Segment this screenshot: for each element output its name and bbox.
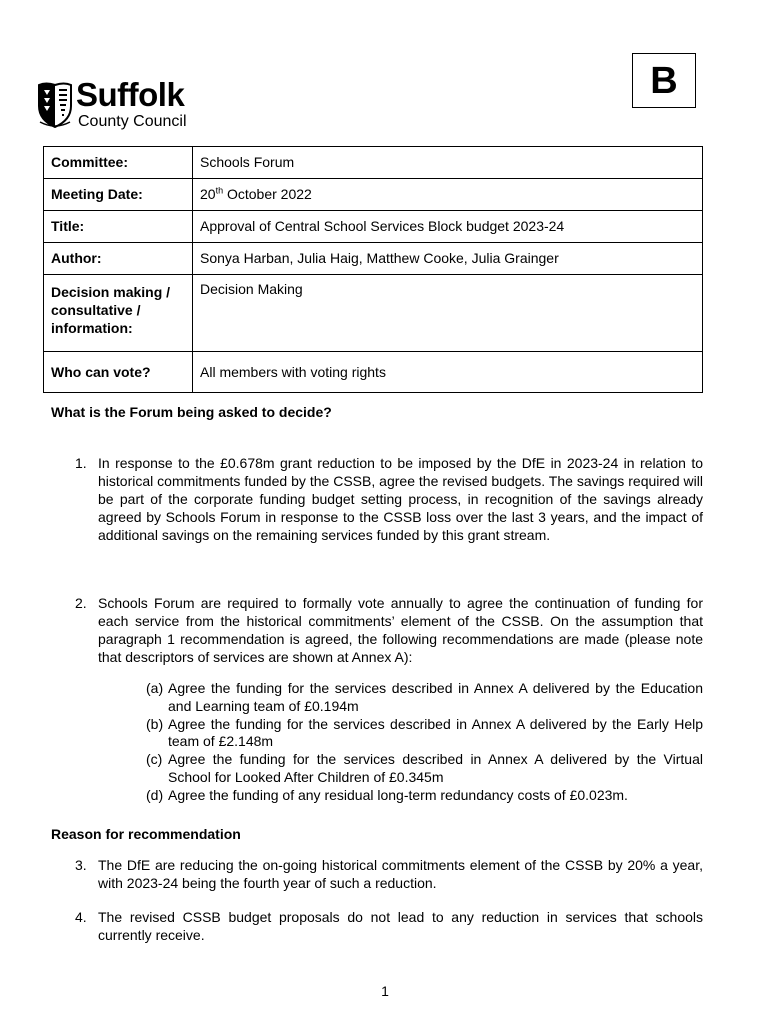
list-item-label: (b) [146,715,164,732]
list-item-text: Agree the funding of any residual long-term redundancy costs of £0.023m. [168,786,628,803]
meeting-details-table [43,146,703,393]
suffolk-crest-icon [36,82,74,128]
list-item-text: Agree the funding for the services described in Annex A delivered by the Education and Learning team of £0.194m [168,680,703,714]
author-label: Author: [44,243,193,275]
decision-type-value: Decision Making [193,275,703,352]
paragraph-number: 1. [75,455,87,471]
logo-subtitle: County Council [78,113,187,130]
section-heading-decide: What is the Forum being asked to decide? [51,404,332,420]
paragraph-number: 2. [75,595,87,611]
logo-name: Suffolk [76,76,185,113]
list-item [146,680,703,716]
appendix-badge: B [632,53,696,108]
decision-label-line: consultative / [51,302,141,318]
meeting-date-label: Meeting Date: [44,179,193,211]
list-item-label: (d) [146,786,164,803]
who-can-vote-label: Who can vote? [44,352,193,393]
recommendation-list [146,680,703,805]
list-item-label: (c) [146,751,163,768]
committee-label: Committee: [44,147,193,179]
section-heading-reason: Reason for recommendation [51,826,241,842]
table-row [44,147,703,179]
paragraph-1 [75,454,703,544]
date-day: 20 [200,186,216,202]
paragraph-text: The DfE are reducing the on-going historical commitments element of the CSSB by 20% a year, with 2023-24 being the fourth year of such a reduction. [98,857,703,891]
title-label: Title: [44,211,193,243]
table-row [44,275,703,352]
meeting-date-value [193,179,703,211]
decision-label-line: information: [51,320,133,336]
paragraph-text: In response to the £0.678m grant reduction to be imposed by the DfE in 2023-24 in relation to historical commitments funded by the CSSB, agree the revised budgets. The savings required will be part of the corporate funding budget setting process, in recognition of the savings already agreed by Schools Forum in response to the CSSB loss over the last 3 years, and the impact of additional savings on the remaining services funded by this grant stream. [98,455,703,543]
who-can-vote-value: All members with voting rights [193,352,703,393]
paragraph-number: 4. [75,909,87,925]
author-value: Sonya Harban, Julia Haig, Matthew Cooke, Julia Grainger [193,243,703,275]
list-item-label: (a) [146,680,164,696]
council-logo [36,76,216,132]
list-item-text: Agree the funding for the services described in Annex A delivered by the Early Help team of £2.148m [168,715,703,750]
date-month-year: October 2022 [223,186,312,202]
list-item [146,787,703,805]
page-number: 1 [381,983,389,999]
committee-value: Schools Forum [193,147,703,179]
title-value: Approval of Central School Services Block budget 2023-24 [193,211,703,243]
paragraph-4 [75,908,703,944]
decision-label-line: Decision making / [51,284,171,300]
table-row [44,352,703,393]
paragraph-number: 3. [75,857,87,873]
decision-type-label [44,275,193,352]
paragraph-3 [75,856,703,892]
table-row [44,179,703,211]
list-item [146,751,703,787]
list-item-text: Agree the funding for the services described in Annex A delivered by the Virtual School for Looked After Children of £0.345m [168,751,703,785]
paragraph-2 [75,594,703,666]
date-suffix: th [215,185,224,196]
list-item [146,716,703,752]
table-row [44,243,703,275]
paragraph-text: The revised CSSB budget proposals do not lead to any reduction in services that schools currently receive. [98,909,703,943]
paragraph-text: Schools Forum are required to formally vote annually to agree the continuation of funding for each service from the historical commitments’ element of the CSSB. On the assumption that paragraph 1 recommendation is agreed, the following recommendations are made (please note that descriptors of services are shown at Annex A): [98,595,703,665]
table-row [44,211,703,243]
